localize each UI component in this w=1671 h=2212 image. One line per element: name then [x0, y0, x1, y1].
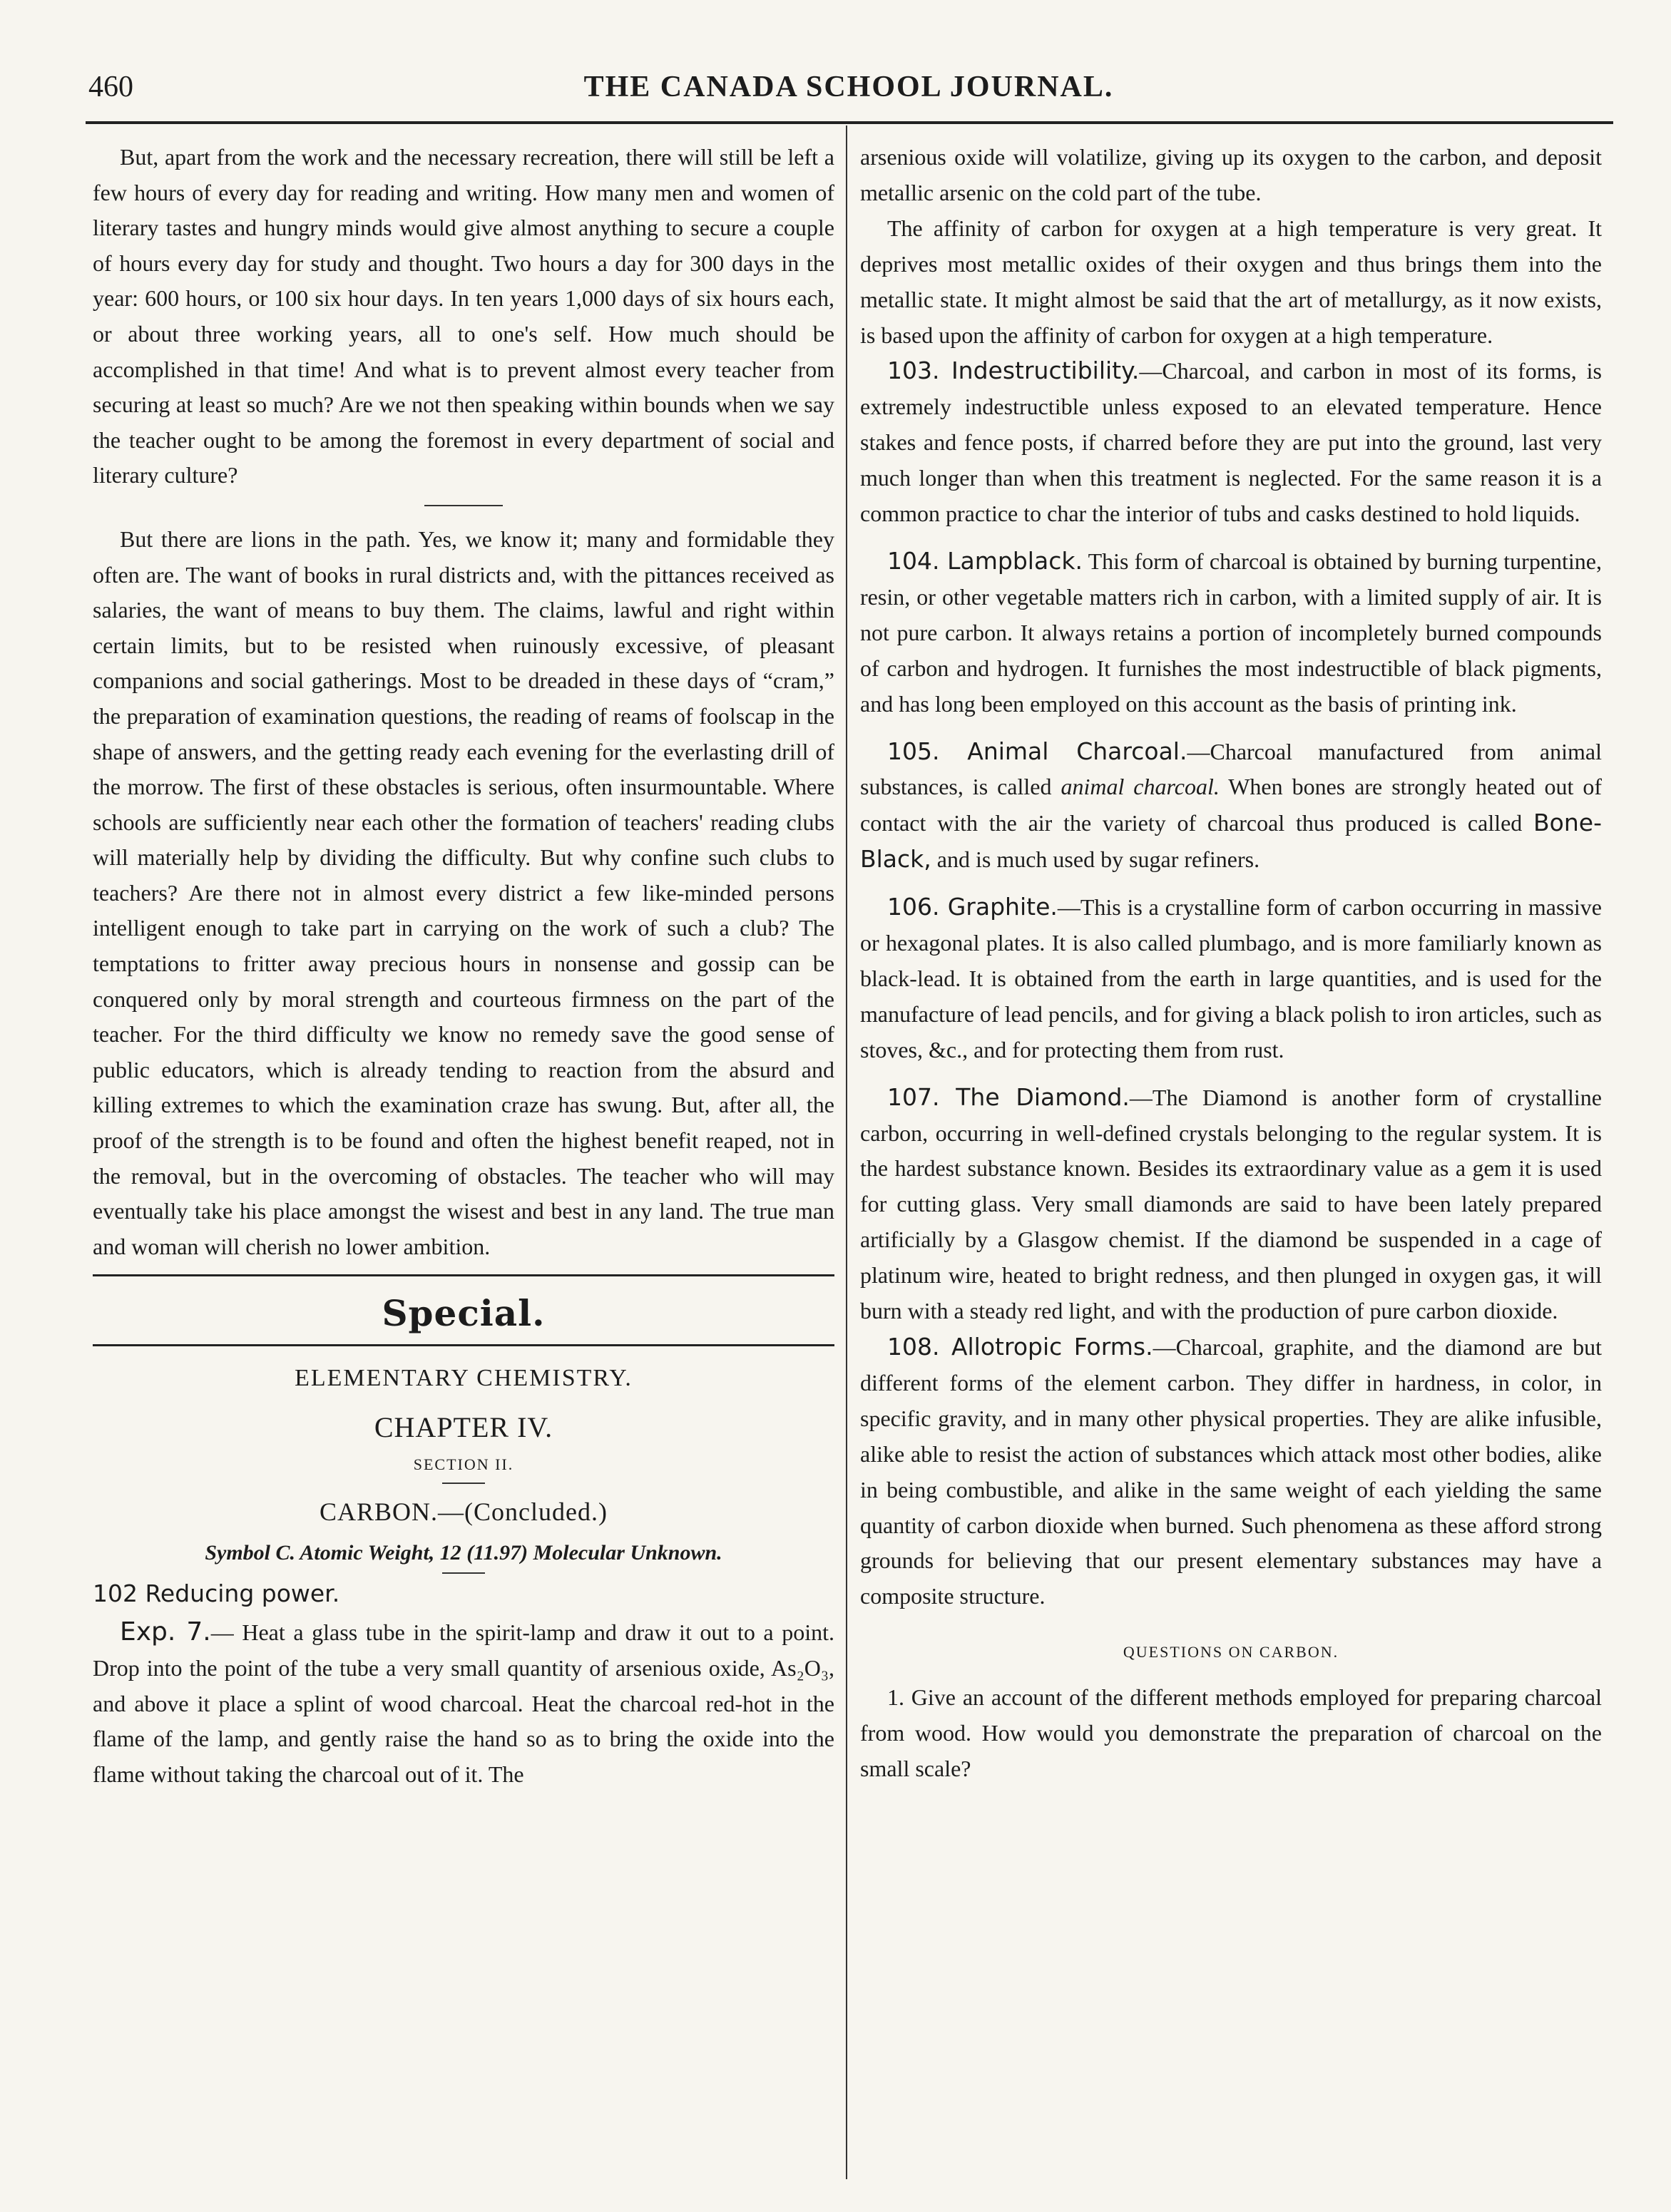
text-104: This form of charcoal is obtained by burning turpentine, resin, or other vegetable matters rich in carbon, with a limited supply of air. It is not pure carbon. It always retains a portion of incompletely burned compounds of carbon and hydrogen. It furnishes the most indestructible of black pigments, and has long been employed on this account as the basis of printing ink.: [860, 548, 1602, 717]
paragraph-lions-in-path: But there are lions in the path. Yes, we know it; many and formidable they often are. The want of books in rural districts and, with the pittances received as salaries, the want of means to buy them. The claims, lawful and right within certain limits, but to be resisted when ruinously excessive, of pleasant companions and social gatherings. Most to be dreaded in these days of “cram,” the preparation of examination questions, the reading of reams of foolscap in the shape of answers, and the getting ready each evening for the everlasting drill of the morrow. The first of these obstacles is serious, often insurmountable. Where schools are sufficiently near each other the formation of teachers' reading clubs will materially help by dividing the difficulty. But why confine such clubs to teachers? Are there not in almost every district a few like-minded persons intelligent enough to take part in carrying on the work of such a club? The temptations to fritter away precious hours in nonsense and gossip can be conquered only by moral strength and courteous firmness on the part of the teacher. For the third difficulty we know no remedy save the good sense of public educators, which is already tending to reaction from the absurd and killing extremes to which the examination craze has swung. But, after all, the proof of the strength is to be found and often the highest benefit reaped, not in the removal, but in the overcoming of obstacles. The teacher who will may eventually take his place amongst the wisest and best in any land. The true man and woman will cherish no lower ambition.: [93, 526, 834, 1259]
page-number: 460: [88, 71, 133, 103]
page-header: [86, 70, 1612, 120]
text-105b: When bones are strongly heated out of contact with the air the variety of charcoal thus produced is called: [860, 774, 1602, 836]
text-108: —Charcoal, graphite, and the diamond are but different forms of the element carbon. They differ in hardness, in color, in specific gravity, and in many other physical properties. They are alike infusible, alike able to resist the action of substances which attack most other bodies, alike in being combustible, and alike in the same weight of each yielding the same quantity of carbon dioxide when burned. Such phenomena as these afford strong grounds for believing that our present elementary substances may have a composite structure.: [860, 1334, 1602, 1609]
paragraph-affinity: The affinity of carbon for oxygen at a high temperature is very great. It deprives most metallic oxides of their oxygen and thus brings them into the metallic state. It might almost be said that the art of metallurgy, as it now exists, is based upon the affinity of carbon for oxygen at a high temperature.: [860, 215, 1602, 348]
column-divider: [846, 126, 847, 2179]
text-106: —This is a crystalline form of carbon occurring in massive or hexagonal plates. It is also called plumbago, and is more familiarly known as black-lead. It is obtained from the earth in large quantities, and is used for the manufacture of lead pencils, and for giving a black polish to iron articles, such as stoves, &c., and for protecting them from rust.: [860, 894, 1602, 1063]
right-column: [860, 140, 1602, 2179]
section-107: [860, 1080, 1602, 1329]
chapter-heading: CHAPTER IV.: [374, 1411, 553, 1444]
symbol-rule: [442, 1572, 485, 1574]
article-title: ELEMENTARY CHEMISTRY.: [295, 1365, 633, 1392]
heading-106: 106. Graphite.: [887, 893, 1058, 921]
heading-108: 108. Allotropic Forms.: [887, 1333, 1153, 1361]
experiment-7: [93, 1614, 834, 1792]
heading-107: 107. The Diamond.: [887, 1082, 1130, 1111]
paragraph-leisure-hours: But, apart from the work and the necessary recreation, there will still be left a few hours of every day for reading and writing. How many men and women of literary tastes and hungry minds would give almost anything to secure a couple of hours every day for study and thought. Two hours a day for 300 days in the year: 600 hours, or 100 six hour days. In ten years 1,000 days of six hours each, or about three working years, all to one's self. How much should be accomplished in that time! And what is to prevent almost every teacher from securing at least so much? Are we not then speaking within bounds when we say the teacher ought to be among the foremost in every department of social and literary culture?: [93, 144, 834, 488]
experiment-continuation: arsenious oxide will volatilize, giving up its oxygen to the carbon, and deposit metallic arsenic on the cold part of the tube.: [860, 144, 1602, 205]
special-bottom-rule: [93, 1344, 834, 1346]
question-1: 1. Give an account of the different methods employed for preparing charcoal from wood. How would you demonstrate the preparation of charcoal on the small scale?: [860, 1684, 1602, 1782]
section-rule: [442, 1483, 485, 1484]
heading-104: 104. Lampblack.: [887, 546, 1083, 575]
text-105c: and is much used by sugar refiners.: [931, 846, 1260, 873]
text-103: —Charcoal, and carbon in most of its forms, is extremely indestructible unless exposed to an elevated temperature. Hence stakes and fence posts, if charred before they are put into the ground, last very much longer than when this treatment is neglected. For the same reason it is a common practice to char the interior of tubs and casks destined to hold liquids.: [860, 358, 1602, 527]
carbon-heading: CARBON.—(Concluded.): [320, 1497, 608, 1527]
section-103: [860, 353, 1602, 532]
section-104: [860, 543, 1602, 722]
experiment-text: — Heat a glass tube in the spirit-lamp and draw it out to a point. Drop into the point of the tube a very small quantity of arsenious oxide, As₂O₃, and above it place a splint of wood charcoal. Heat the charcoal red-hot in the flame of the lamp, and gently raise the hand so as to bring the oxide into the flame without taking the charcoal out of it. The: [93, 1619, 834, 1787]
text-105-italic: animal charcoal.: [1061, 774, 1220, 800]
section-heading: SECTION II.: [413, 1455, 514, 1474]
heading-105: 105. Animal Charcoal.: [887, 737, 1187, 765]
section-105: [860, 734, 1602, 879]
section-divider: [424, 505, 503, 506]
reducing-power-heading: 102 Reducing power.: [93, 1579, 340, 1608]
special-heading: Special.: [382, 1292, 546, 1335]
left-column: [93, 140, 834, 2179]
questions-heading: QUESTIONS ON CARBON.: [1123, 1643, 1339, 1661]
heading-103: 103. Indestructibility.: [887, 357, 1140, 385]
text-107: —The Diamond is another form of crystalline carbon, occurring in well-defined crystals belonging to the regular system. It is the hardest substance known. Besides its extraordinary value as a gem it is used for cutting glass. Very small diamonds are said to have been lately prepared artificially by a Glasgow chemist. If the diamond be suspended in a cage of platinum wire, heated to bright redness, and then plunged in oxygen gas, it will burn with a steady red light, and with the production of pure carbon dioxide.: [860, 1084, 1602, 1324]
experiment-label: Exp. 7.: [120, 1617, 211, 1647]
section-108: [860, 1329, 1602, 1614]
text-105-bone-black: Bone-Black,: [860, 809, 1602, 874]
section-106: [860, 889, 1602, 1068]
text-105a: —Charcoal manufactured from animal substances, is called: [860, 738, 1602, 800]
header-rule: [86, 121, 1613, 124]
special-top-rule: [93, 1274, 834, 1276]
journal-title: THE CANADA SCHOOL JOURNAL.: [583, 71, 1114, 103]
symbol-line: Symbol C. Atomic Weight, 12 (11.97) Molecular Unknown.: [205, 1541, 722, 1565]
